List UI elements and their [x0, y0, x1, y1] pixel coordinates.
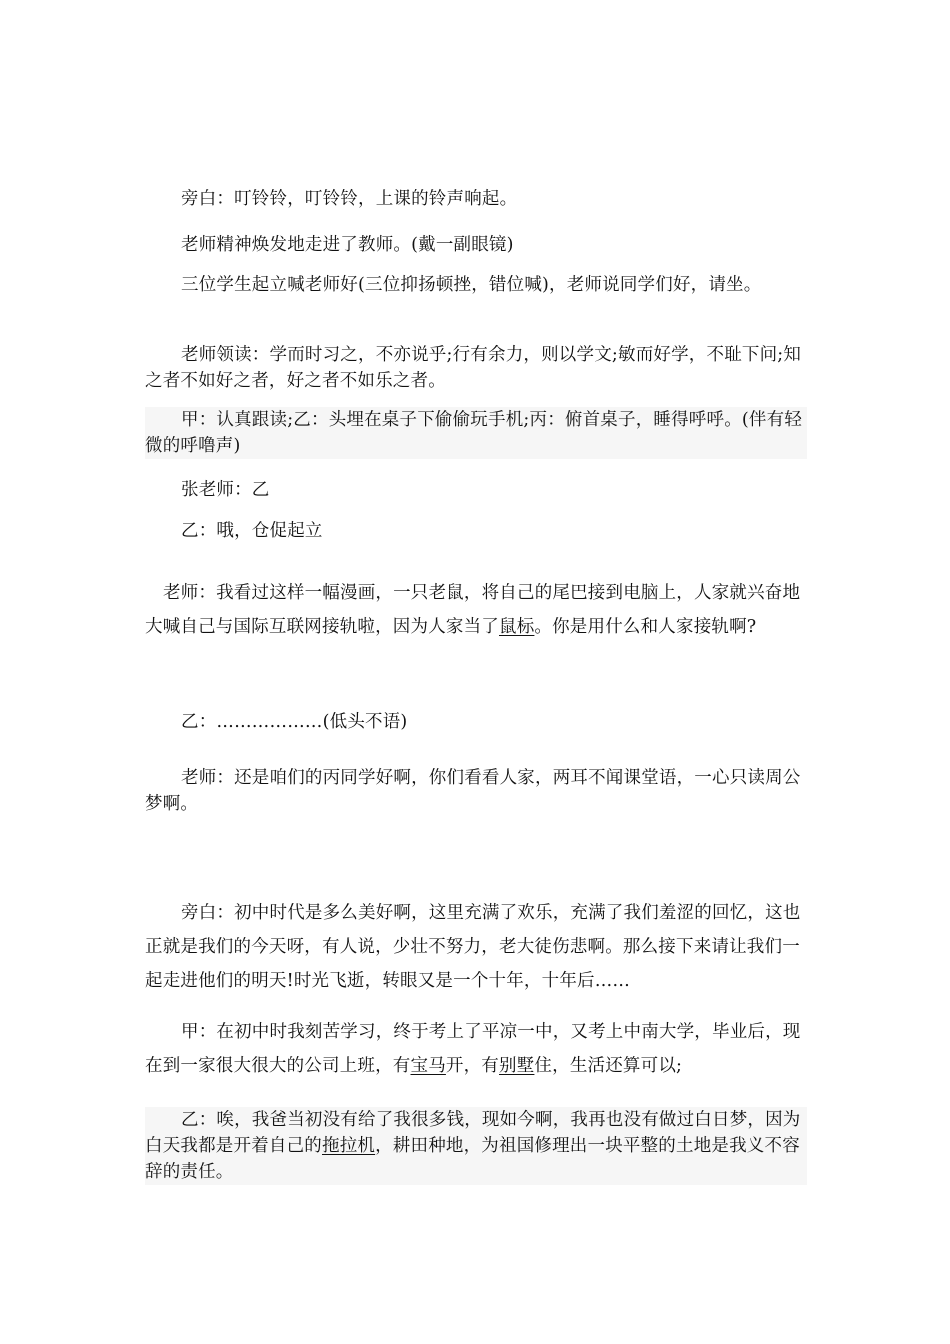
- paragraph-teacher-enters: 老师精神焕发地走进了教师。(戴一副眼镜): [181, 235, 514, 255]
- paragraph-teacher-cartoon: [145, 576, 807, 644]
- paragraph-narration-bell: 旁白：叮铃铃，叮铃铃，上课的铃声响起。: [181, 189, 518, 209]
- paragraph-narration-future: 旁白：初中时代是多么美好啊，这里充满了欢乐，充满了我们羞涩的回忆，这也正就是我们的今天呀，有人说，少壮不努力，老大徒伤悲啊。那么接下来请让我们一起走进他们的明天!时光飞逝，转眼又是一个十年，十年后……: [145, 903, 801, 991]
- text-segment: 。你是用什么和人家接轨啊?: [534, 617, 757, 637]
- paragraph-teacher-bing: 老师：还是咱们的丙同学好啊，你们看看人家，两耳不闻课堂语，一心只读周公梦啊。: [145, 768, 801, 814]
- paragraph-yi-stands: 乙：哦，仓促起立: [181, 521, 323, 541]
- paragraph-yi-future: [145, 1107, 807, 1185]
- text-segment: ，耕田种地，为祖国修理出一块平整的土地是我义不容辞的责任。: [145, 1136, 800, 1182]
- paragraph-students-actions: 甲：认真跟读;乙：头埋在桌子下偷偷玩手机;丙：俯首桌子，睡得呼呼。(伴有轻微的呼噜声): [145, 407, 807, 459]
- text-segment: 开，有: [445, 1056, 500, 1076]
- text-segment: 甲：在初中时我刻苦学习，终于考上了平凉一中，又考上中南大学，毕业后，现在到一家很大很大的公司上班，有: [145, 1022, 801, 1076]
- paragraph-jia-future: [145, 1015, 807, 1083]
- paragraph-teacher-zhang: 张老师：乙: [181, 480, 270, 500]
- text-segment: 乙：唉，我爸当初没有给了我很多钱，现如今啊，我再也没有做过白日梦，因为白天我都是开着自己的: [145, 1110, 801, 1156]
- underlined-term: 拖拉机: [322, 1136, 376, 1156]
- underlined-term: 宝马: [410, 1056, 446, 1076]
- underlined-term: 鼠标: [499, 617, 535, 637]
- paragraph-teacher-reads: 老师领读：学而时习之，不亦说乎;行有余力，则以学文;敏而好学，不耻下问;知之者不如好之者，好之者不如乐之者。: [145, 345, 802, 391]
- text-segment: 住，生活还算可以;: [534, 1056, 683, 1076]
- underlined-term: 别墅: [499, 1056, 535, 1076]
- paragraph-yi-silent: 乙：………………(低头不语): [181, 712, 408, 732]
- text-segment: 老师：我看过这样一幅漫画，一只老鼠，将自己的尾巴接到电脑上，人家就兴奋地大喊自己与国际互联网接轨啦，因为人家当了: [145, 583, 801, 637]
- paragraph-students-greet: 三位学生起立喊老师好(三位抑扬顿挫，错位喊)，老师说同学们好，请坐。: [181, 275, 762, 295]
